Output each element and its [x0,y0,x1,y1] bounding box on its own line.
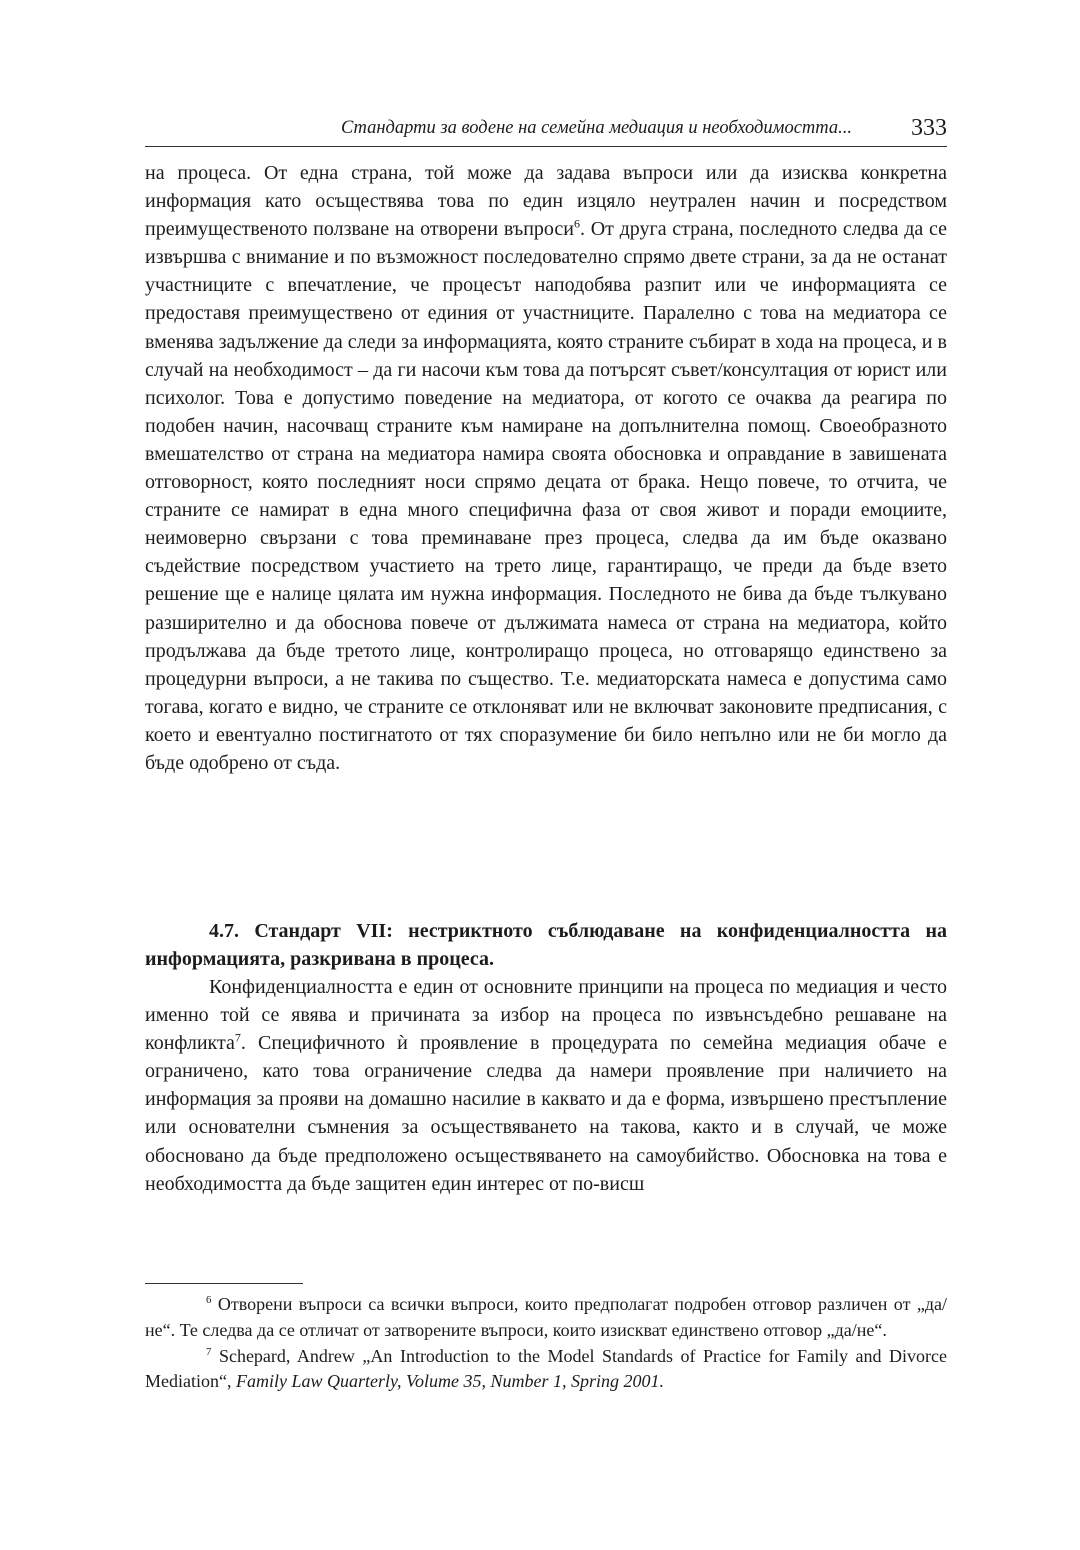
footnotes [145,1292,947,1395]
paragraph-text-continued: . Специфичното ѝ проявление в процедурата по семейна медиация обаче е ограничено, като това ограничение следва да намери проявление при наличието на информация за прояви на домашно насилие в каквато и да е форма, извършено престъпление или основателни съмнения за осъществяването на такова, както и в случай, че може обосновано да бъде предположено осъществяването на самоубийство. Обосновка на това е необходимостта да бъде защитен един интерес от по-висш [145,1032,947,1195]
footnote-7 [145,1344,947,1396]
footnote-text: Schepard, Andrew „An Introduction to the Model Standards of Practice for Family and Divorce Mediation“, [145,1345,948,1392]
running-header [145,112,947,147]
body-paragraph-1 [145,159,947,777]
footnote-6 [145,1292,947,1344]
footnote-source-italic: Family Law Quarterly, Volume 35, Number 1, Spring 2001. [235,1371,664,1392]
paragraph-text: на процеса. От една страна, той може да задава въпроси или да изисква конкретна информация като осъществява това по един изцяло неутрален начин и посредством преимущественото ползване на отворени въпроси [145,162,947,241]
footnote-mark: 7 [206,1345,212,1358]
paragraph-text-continued: . От друга страна, последното следва да се извършва с внимание и по възможност последователно спрямо двете страни, за да не останат участниците с впечатление, че процесът наподобява разпит или че информацията се предоставя преимуществено от единия от участниците. Паралелно с това на медиатора се вменява задължение да следи за информацията, която страните събират в хода на процеса, и в случай на необходимост – да ги насочи към това да потърсят съвет/консултация от юрист или психолог. Това е допустимо поведение на медиатора, от когото се очаква да реагира по подобен начин, насочващ страните към намиране на допълнителна помощ. Своеобразното вмешателство от страна на медиатора намира своята обосновка и оправдание в завишената отговорност, която последният носи спрямо децата от брака. Нещо повече, то отчита, че страните се намират в една много специфична фаза от своя живот и поради емоциите, неимоверно свързани с това преминаване през процеса, следва да им бъде оказвано съдействие посредством участието на трето лице, гарантиращо, че преди да бъде взето решение ще е налице цялата им нужна информация. Последното не бива да бъде тълкувано разширително и да обоснова повече от дължимата намеса от страна на медиатора, който продължава да бъде третото лице, контролиращо процеса, но отговарящо единствено за процедурни въпроси, а не такива по същество. Т.е. медиаторската намеса е допустима само тогава, когато е видно, че страните се отклоняват или не включват законовите предписания, с което и евентуално постигнатото от тях споразумение би било непълно или не би могло да бъде одобрено от съда. [145,218,947,774]
footnote-text: Отворени въпроси са всички въпроси, които предполагат подробен отговор различен от „да/не“. Те следва да се отличат от затворените въпроси, които изискват единствено отговор „да/не“. [145,1294,948,1340]
footnote-reference-7[interactable]: 7 [234,1030,241,1045]
page-number: 333 [911,115,947,141]
section-heading: 4.7. Стандарт VII: нестриктното съблюдаване на конфиденциалността на информацията, разкривана в процеса. [145,920,947,971]
paragraph-text: Конфиденциалността е един от основните принципи на процеса по медиация и често именно той се явява и причината за избор на процеса по извънсъдебно решаване на конфликта [145,976,947,1055]
footnote-separator [145,1283,303,1284]
running-title: Стандарти за водене на семейна медиация и необходимостта... [340,118,852,138]
body-paragraph-2 [145,973,947,1198]
footnote-mark: 6 [206,1294,212,1306]
footnote-reference-6[interactable]: 6 [573,216,580,231]
